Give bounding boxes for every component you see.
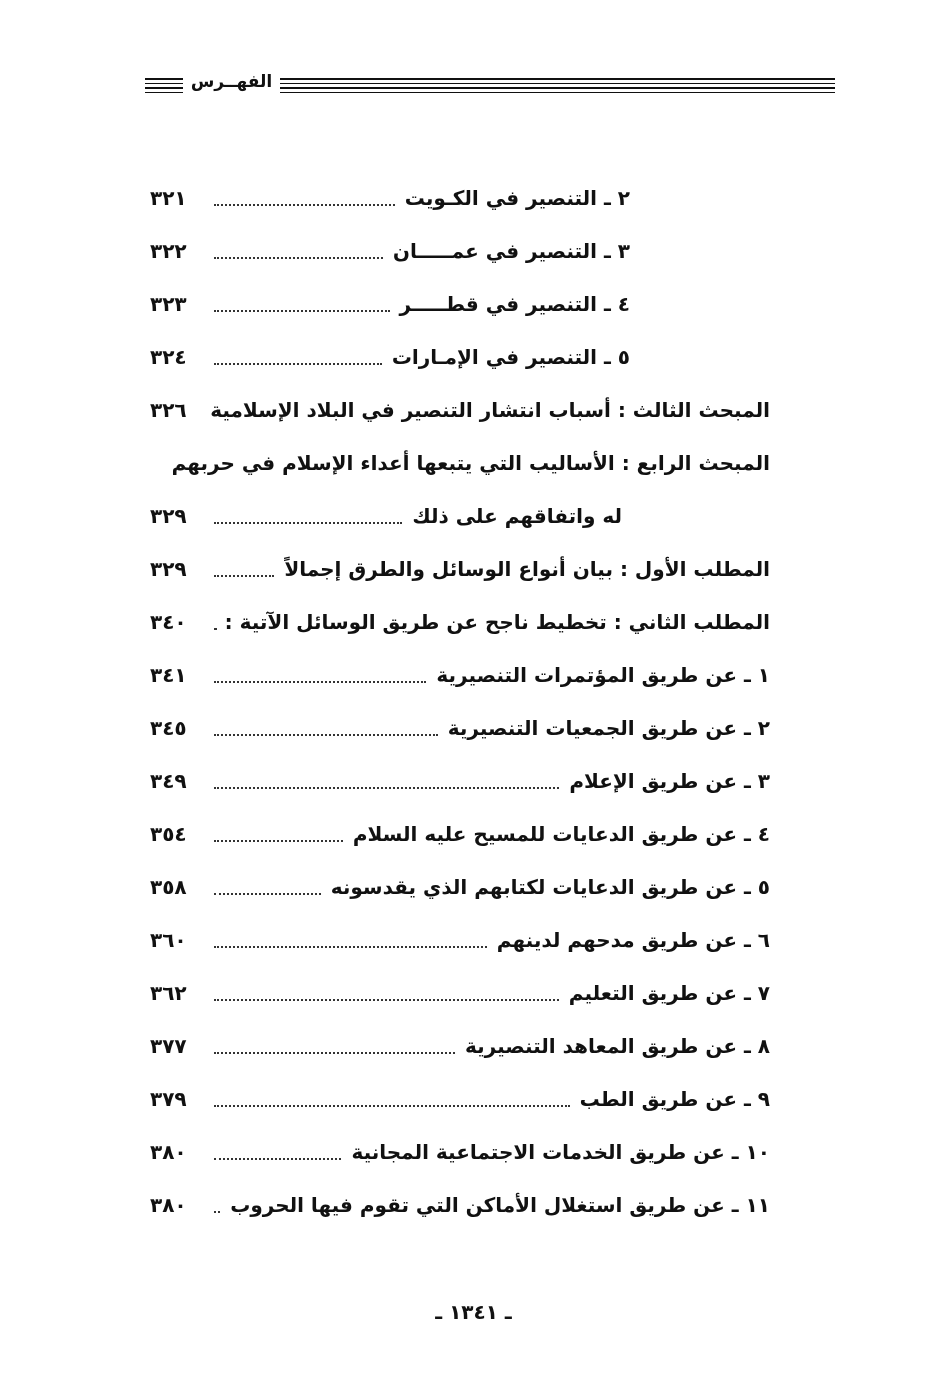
toc-entry-title: ٣ ـ عن طريق الإعلام bbox=[569, 769, 770, 793]
toc-entry bbox=[150, 172, 770, 225]
header-rule-right bbox=[280, 78, 835, 93]
toc-entry-title: ٥ ـ التنصير في الإمـارات bbox=[391, 345, 630, 369]
toc-entry bbox=[150, 861, 770, 914]
toc-entry bbox=[150, 437, 770, 490]
toc-entry-title: ٨ ـ عن طريق المعاهد التنصيرية bbox=[465, 1034, 770, 1058]
toc-entry bbox=[150, 755, 770, 808]
toc-entry-page: ٣٢٩ bbox=[150, 557, 187, 581]
toc-leader-dots bbox=[214, 575, 274, 577]
toc-leader-dots bbox=[214, 840, 343, 842]
toc-entry-page: ٣٢٦ bbox=[150, 398, 187, 422]
toc-entry bbox=[150, 1073, 770, 1126]
toc-entry bbox=[150, 1126, 770, 1179]
toc-leader-dots bbox=[214, 946, 487, 948]
toc-entry-page: ٣٧٩ bbox=[150, 1087, 187, 1111]
toc-entry-title: ٦ ـ عن طريق مدحهم لدينهم bbox=[496, 928, 770, 952]
toc-entry-title: ٣ ـ التنصير في عمـــــان bbox=[392, 239, 630, 263]
toc-leader-dots bbox=[214, 1158, 341, 1160]
toc-entry bbox=[150, 1179, 770, 1232]
toc-entry bbox=[150, 331, 770, 384]
toc-entry-title: ١٠ ـ عن طريق الخدمات الاجتماعية المجانية bbox=[351, 1140, 770, 1164]
toc-entry-page: ٣٥٨ bbox=[150, 875, 187, 899]
toc-entry-title: ٤ ـ التنصير في قطـــــر bbox=[399, 292, 630, 316]
toc-leader-dots bbox=[214, 1052, 455, 1054]
toc-entry-title: ٤ ـ عن طريق الدعايات للمسيح عليه السلام bbox=[352, 822, 770, 846]
toc-entry bbox=[150, 1020, 770, 1073]
toc-entry-page: ٣٨٠ bbox=[150, 1140, 187, 1164]
toc-entry bbox=[150, 225, 770, 278]
toc-entry-page: ٣٦٠ bbox=[150, 928, 187, 952]
toc-entry-title: ٢ ـ عن طريق الجمعيات التنصيرية bbox=[447, 716, 770, 740]
toc-leader-dots bbox=[214, 628, 215, 630]
toc-entry-title: ١١ ـ عن طريق استغلال الأماكن التي تقوم فيها الحروب bbox=[230, 1193, 770, 1217]
toc-entry-page: ٣٢٤ bbox=[150, 345, 187, 369]
toc-leader-dots bbox=[214, 1105, 570, 1107]
toc-entry bbox=[150, 384, 770, 437]
toc-entry-page: ٣٤٩ bbox=[150, 769, 187, 793]
toc-entry-page: ٣٦٢ bbox=[150, 981, 187, 1005]
toc-entry-title: ٢ ـ التنصير في الكـويت bbox=[404, 186, 630, 210]
toc-entry bbox=[150, 278, 770, 331]
running-header bbox=[145, 70, 835, 110]
toc-entry-page: ٣٧٧ bbox=[150, 1034, 187, 1058]
toc-leader-dots bbox=[214, 999, 559, 1001]
toc-leader-dots bbox=[214, 204, 395, 206]
header-title: الفهــرس bbox=[190, 72, 273, 92]
toc-leader-dots bbox=[214, 787, 559, 789]
toc-entry bbox=[150, 967, 770, 1020]
toc-leader-dots bbox=[214, 363, 382, 365]
table-of-contents bbox=[150, 172, 770, 1232]
toc-entry-title: ٩ ـ عن طريق الطب bbox=[579, 1087, 770, 1111]
toc-entry-title: ٥ ـ عن طريق الدعايات لكتابهم الذي يقدسونه bbox=[330, 875, 770, 899]
toc-entry-title: المطلب الأول : بيان أنواع الوسائل والطرق إجمالاً bbox=[284, 557, 770, 581]
toc-entry bbox=[150, 543, 770, 596]
toc-entry bbox=[150, 596, 770, 649]
toc-entry-page: ٣٨٠ bbox=[150, 1193, 187, 1217]
toc-entry-page: ٣٤١ bbox=[150, 663, 187, 687]
toc-entry-page: ٣٢٢ bbox=[150, 239, 187, 263]
toc-entry bbox=[150, 808, 770, 861]
toc-leader-dots bbox=[214, 522, 402, 524]
toc-leader-dots bbox=[214, 893, 321, 895]
toc-entry-page: ٣٢٣ bbox=[150, 292, 187, 316]
toc-entry-page: ٣٤٥ bbox=[150, 716, 187, 740]
toc-entry-title: ١ ـ عن طريق المؤتمرات التنصيرية bbox=[436, 663, 770, 687]
toc-leader-dots bbox=[214, 257, 383, 259]
toc-entry-page: ٣٢١ bbox=[150, 186, 187, 210]
toc-entry-page: ٣٥٤ bbox=[150, 822, 187, 846]
toc-leader-dots bbox=[214, 734, 438, 736]
header-rule-left bbox=[145, 78, 183, 93]
toc-entry-title: له واتفاقهم على ذلك bbox=[412, 504, 622, 528]
toc-entry bbox=[150, 490, 770, 543]
toc-entry-title: المبحث الثالث : أسباب انتشار التنصير في البلاد الإسلامية bbox=[210, 398, 770, 422]
toc-entry bbox=[150, 914, 770, 967]
toc-entry-page: ٣٢٩ bbox=[150, 504, 187, 528]
toc-entry bbox=[150, 649, 770, 702]
toc-entry bbox=[150, 702, 770, 755]
toc-leader-dots bbox=[214, 681, 426, 683]
toc-entry-title: ٧ ـ عن طريق التعليم bbox=[568, 981, 770, 1005]
toc-entry-title: المبحث الرابع : الأساليب التي يتبعها أعداء الإسلام في حربهم bbox=[171, 451, 770, 475]
toc-entry-page: ٣٤٠ bbox=[150, 610, 187, 634]
toc-leader-dots bbox=[214, 310, 390, 312]
toc-leader-dots bbox=[214, 1211, 220, 1213]
page-number: ـ ١٣٤١ ـ bbox=[435, 1300, 512, 1324]
toc-entry-title: المطلب الثاني : تخطيط ناجح عن طريق الوسائل الآتية : bbox=[224, 610, 770, 634]
